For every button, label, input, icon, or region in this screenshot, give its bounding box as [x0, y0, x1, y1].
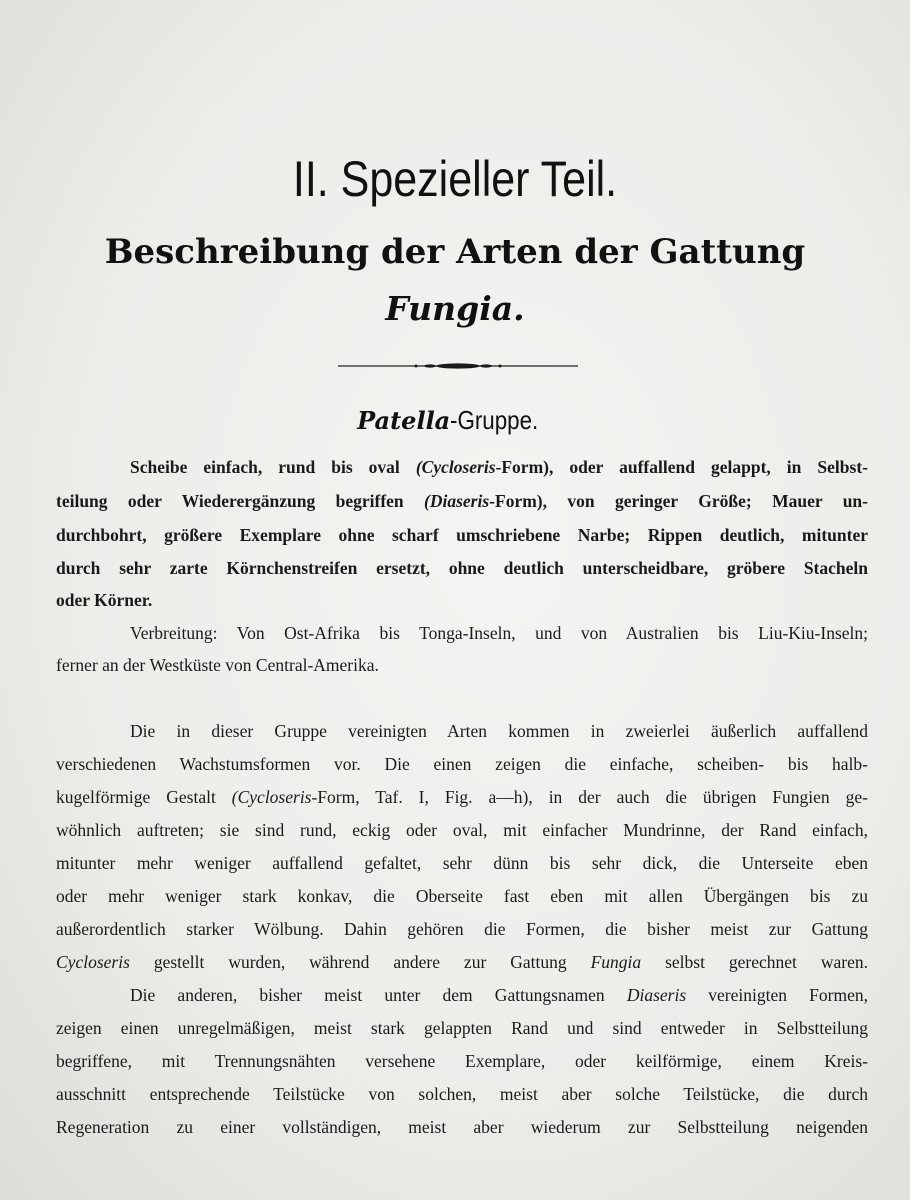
text-line: ausschnitt entsprechende Teilstücke von solchen, meist aber solche Teilstücke, die durch: [56, 1084, 868, 1104]
text-line: mitunter mehr weniger auffallend gefaltet, sehr dünn bis sehr dick, die Unterseite eben: [56, 853, 868, 873]
text-line: Scheibe einfach, rund bis oval (Cycloseris-Form), oder auffallend gelappt, in Selbst-: [130, 457, 868, 477]
text-line: Die in dieser Gruppe vereinigten Arten kommen in zweierlei äußerlich auffallend: [130, 721, 868, 741]
text-line: begriffene, mit Trennungsnähten versehene Exemplare, oder keilförmige, einem Kreis-: [56, 1051, 868, 1071]
text-line: durchbohrt, größere Exemplare ohne scharf umschriebene Narbe; Rippen deutlich, mitunter: [56, 525, 868, 545]
text-line: Regeneration zu einer vollständigen, meist aber wiederum zur Selbstteilung neigenden: [56, 1117, 868, 1137]
group-name-rest: -Gruppe.: [450, 405, 539, 435]
text-line: Cycloseris gestellt wurden, während andere zur Gattung Fungia selbst gerechnet waren.: [56, 952, 868, 972]
text-line: zeigen einen unregelmäßigen, meist stark gelappten Rand und sind entweder in Selbstteilung: [56, 1018, 868, 1038]
text-line: durch sehr zarte Körnchenstreifen ersetzt, ohne deutlich unterscheidbare, gröbere Stacheln: [56, 558, 868, 578]
text-line: verschiedenen Wachstumsformen vor. Die einen zeigen die einfache, scheiben- bis halb-: [56, 754, 868, 774]
text-line: Die anderen, bisher meist unter dem Gattungsnamen Diaseris vereinigten Formen,: [130, 985, 868, 1005]
text-line: wöhnlich auftreten; sie sind rund, eckig oder oval, mit einfacher Mundrinne, der Rand einfach,: [56, 820, 868, 840]
text-line: oder Körner.: [56, 590, 153, 610]
genus-title: Fungia.: [385, 289, 525, 328]
text-line: kugelförmige Gestalt (Cycloseris-Form, Taf. I, Fig. a—h), in der auch die übrigen Fungien ge-: [56, 787, 868, 807]
text-line: oder mehr weniger stark konkav, die Oberseite fast eben mit allen Übergängen bis zu: [56, 886, 868, 906]
group-heading: [0, 405, 910, 436]
text-line: Verbreitung: Von Ost-Afrika bis Tonga-Inseln, und von Australien bis Liu-Kiu-Inseln;: [130, 623, 868, 643]
text-line: ferner an der Westküste von Central-Amerika.: [56, 655, 379, 675]
group-name-italic: Patella: [357, 406, 451, 435]
text-line: außerordentlich starker Wölbung. Dahin gehören die Formen, die bisher meist zur Gattung: [56, 919, 868, 939]
ornamental-rule: [338, 360, 578, 372]
text-line: teilung oder Wiederergänzung begriffen (Diaseris-Form), von geringer Größe; Mauer un-: [56, 491, 868, 511]
section-title: Beschreibung der Arten der Gattung: [104, 232, 806, 272]
part-heading: II. Spezieller Teil.: [292, 151, 618, 207]
